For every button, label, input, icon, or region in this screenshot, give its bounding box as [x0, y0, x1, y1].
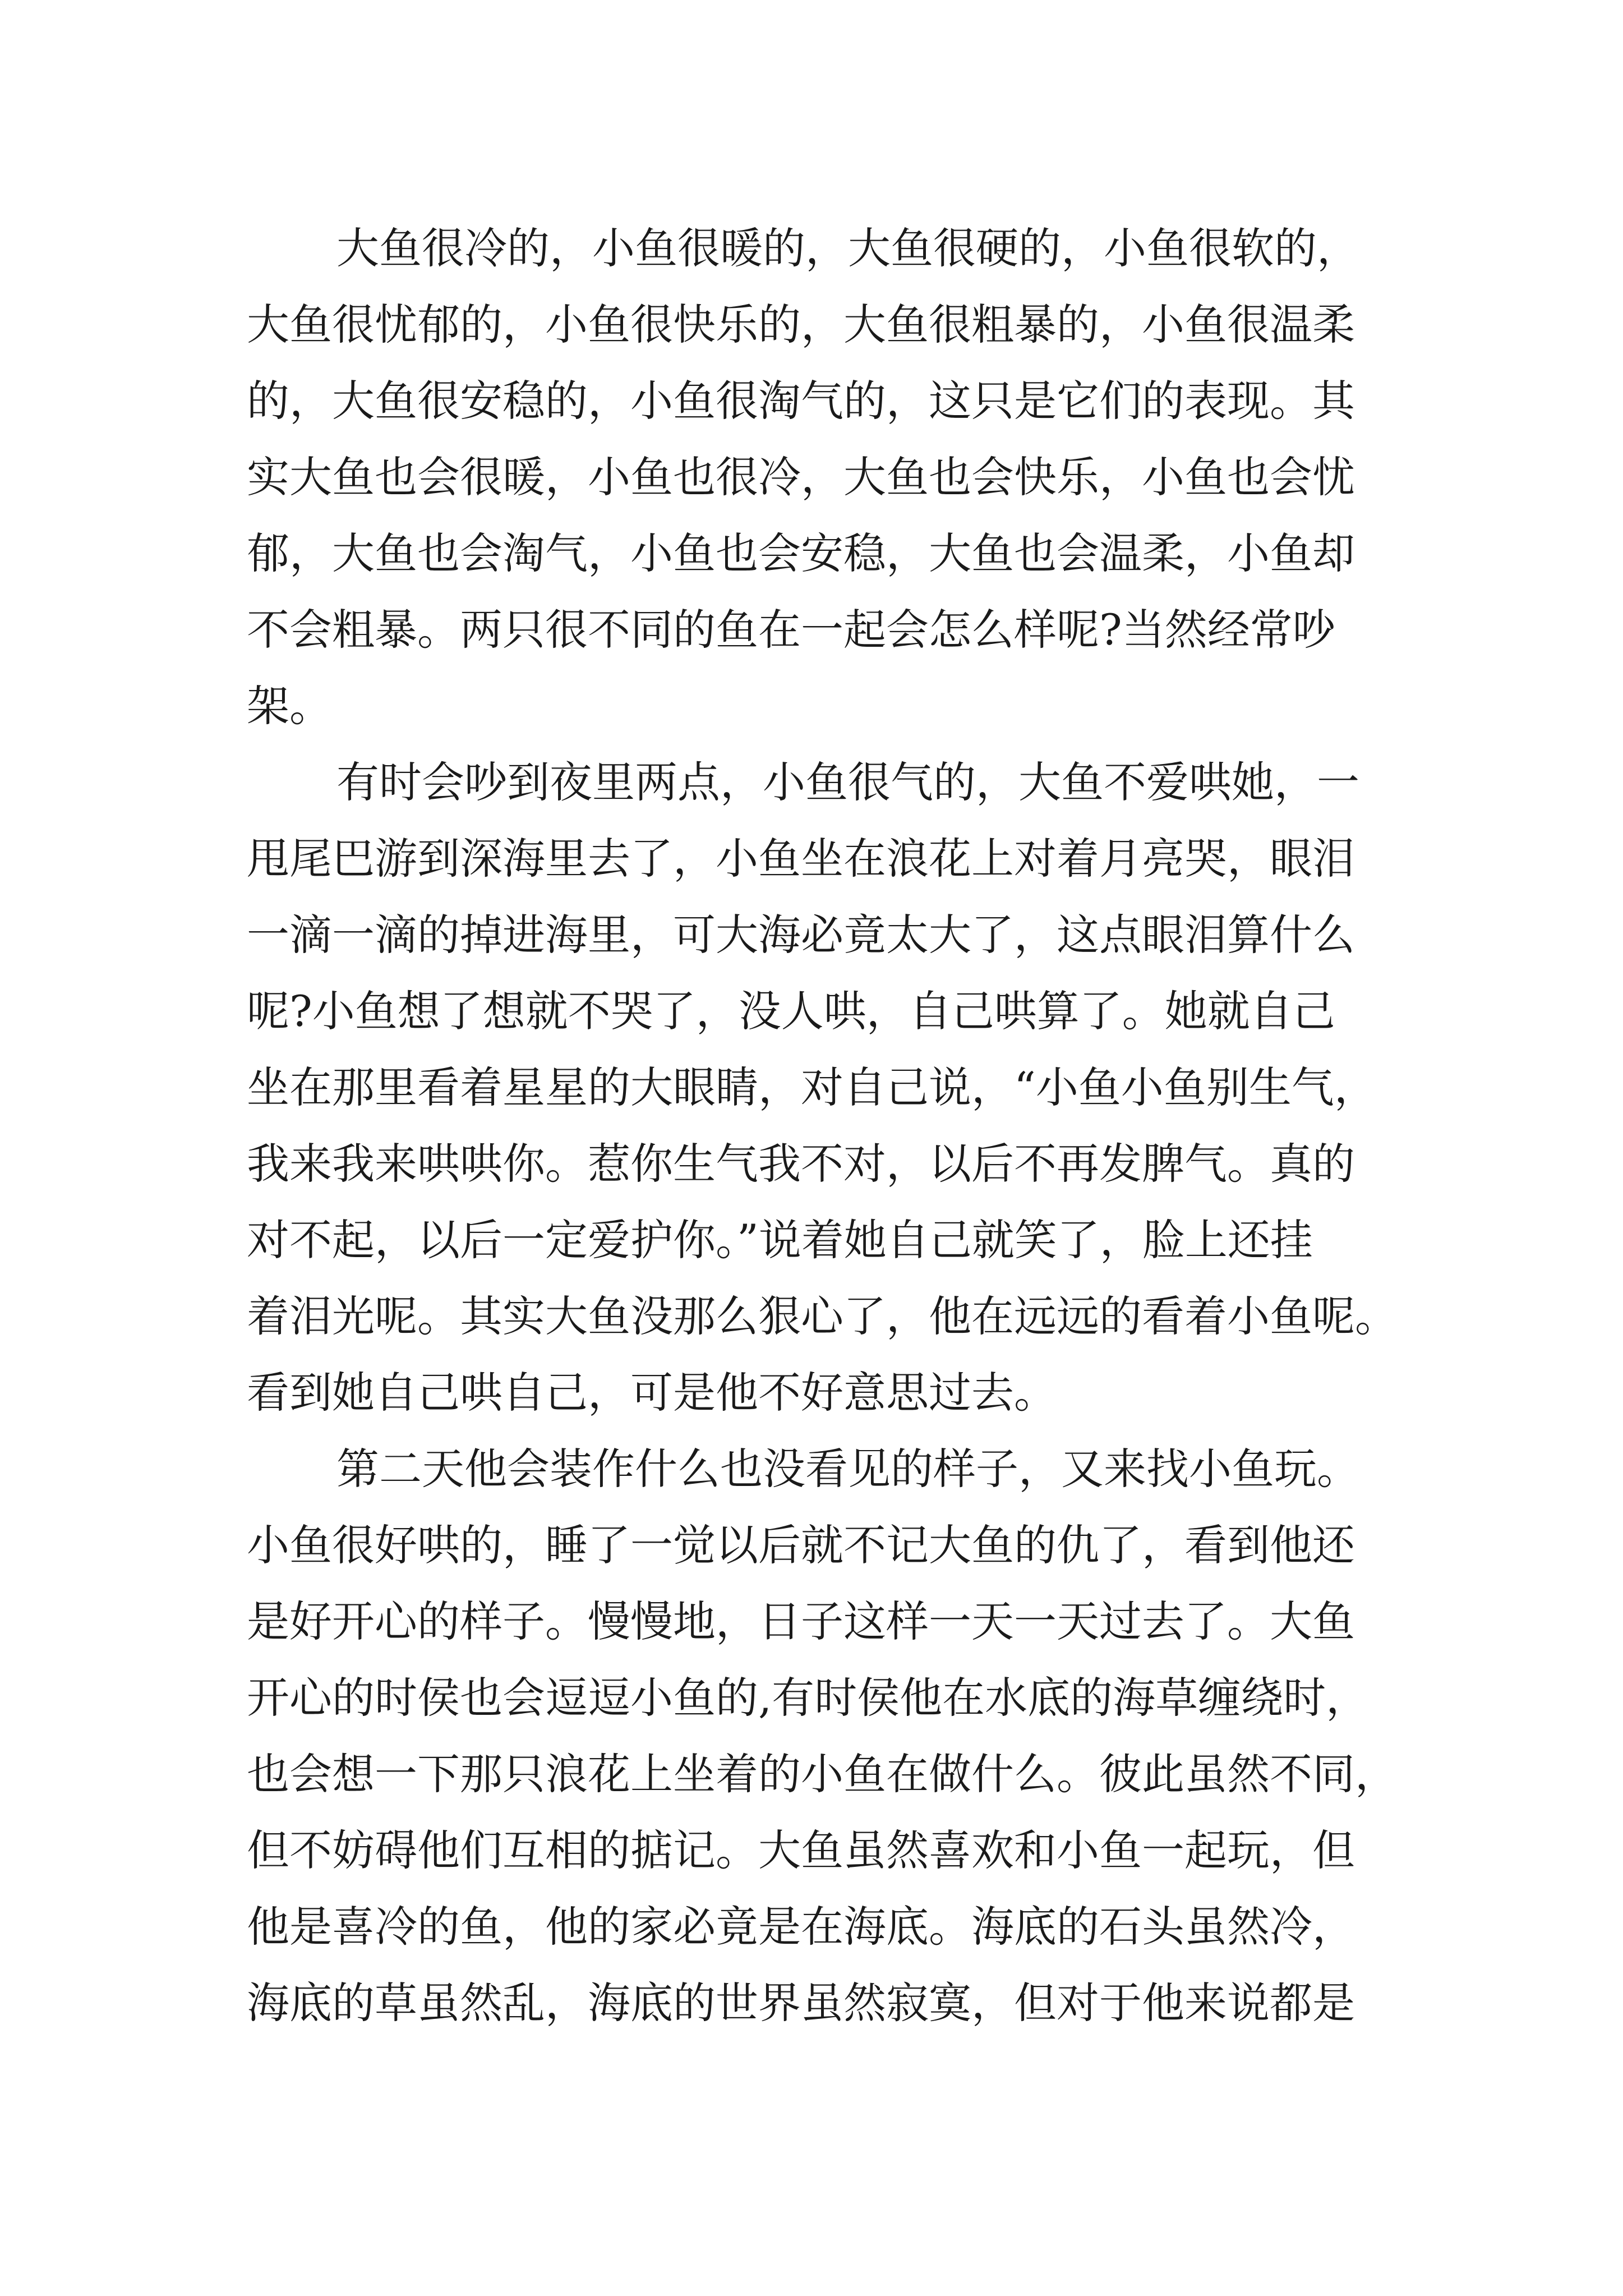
text-line: 海底的草虽然乱，海底的世界虽然寂寞，但对于他来说都是	[247, 1978, 1355, 2028]
body-text	[247, 210, 1396, 2041]
text-line: 但不妨碍他们互相的掂记。大鱼虽然喜欢和小鱼一起玩，但	[247, 1825, 1355, 1875]
text-line: 架。	[247, 681, 332, 731]
text-line: 小鱼很好哄的，睡了一觉以后就不记大鱼的仇了，看到他还	[247, 1520, 1355, 1570]
text-line: 不会粗暴。两只很不同的鱼在一起会怎么样呢?当然经常吵	[247, 605, 1335, 655]
text-line: 看到她自己哄自己，可是他不好意思过去。	[247, 1368, 1057, 1418]
text-line: 对不起，以后一定爱护你。”说着她自己就笑了，脸上还挂	[247, 1215, 1313, 1265]
text-line: 也会想一下那只浪花上坐着的小鱼在做什么。彼此虽然不同，	[247, 1749, 1398, 1799]
text-line: 我来我来哄哄你。惹你生气我不对，以后不再发脾气。真的	[247, 1139, 1355, 1189]
text-line: 实大鱼也会很暖，小鱼也很冷，大鱼也会快乐，小鱼也会忧	[247, 452, 1355, 502]
text-line: 开心的时侯也会逗逗小鱼的,有时侯他在水底的海草缠绕时，	[247, 1673, 1369, 1723]
text-line: 大鱼很忧郁的，小鱼很快乐的，大鱼很粗暴的，小鱼很温柔	[247, 300, 1355, 349]
text-line: 呢?小鱼想了想就不哭了，没人哄，自己哄算了。她就自己	[247, 986, 1335, 1036]
text-line: 有时会吵到夜里两点，小鱼很气的，大鱼不爱哄她，一	[336, 757, 1359, 807]
text-line: 大鱼很冷的，小鱼很暖的，大鱼很硬的，小鱼很软的，	[336, 223, 1359, 273]
text-line: 郁，大鱼也会淘气，小鱼也会安稳，大鱼也会温柔，小鱼却	[247, 528, 1355, 578]
text-line: 着泪光呢。其实大鱼没那么狠心了，他在远远的看着小鱼呢。	[247, 1291, 1398, 1341]
text-line: 一滴一滴的掉进海里，可大海必竟太大了，这点眼泪算什么	[247, 910, 1355, 960]
text-line: 他是喜冷的鱼，他的家必竟是在海底。海底的石头虽然冷，	[247, 1902, 1355, 1952]
text-line: 第二天他会装作什么也没看见的样子，又来找小鱼玩。	[336, 1444, 1359, 1494]
text-line: 的，大鱼很安稳的，小鱼很淘气的，这只是它们的表现。其	[247, 376, 1355, 426]
text-line: 甩尾巴游到深海里去了，小鱼坐在浪花上对着月亮哭，眼泪	[247, 834, 1355, 884]
text-line: 坐在那里看着星星的大眼睛，对自己说，“小鱼小鱼别生气，	[247, 1062, 1377, 1112]
text-line: 是好开心的样子。慢慢地，日子这样一天一天过去了。大鱼	[247, 1596, 1355, 1646]
